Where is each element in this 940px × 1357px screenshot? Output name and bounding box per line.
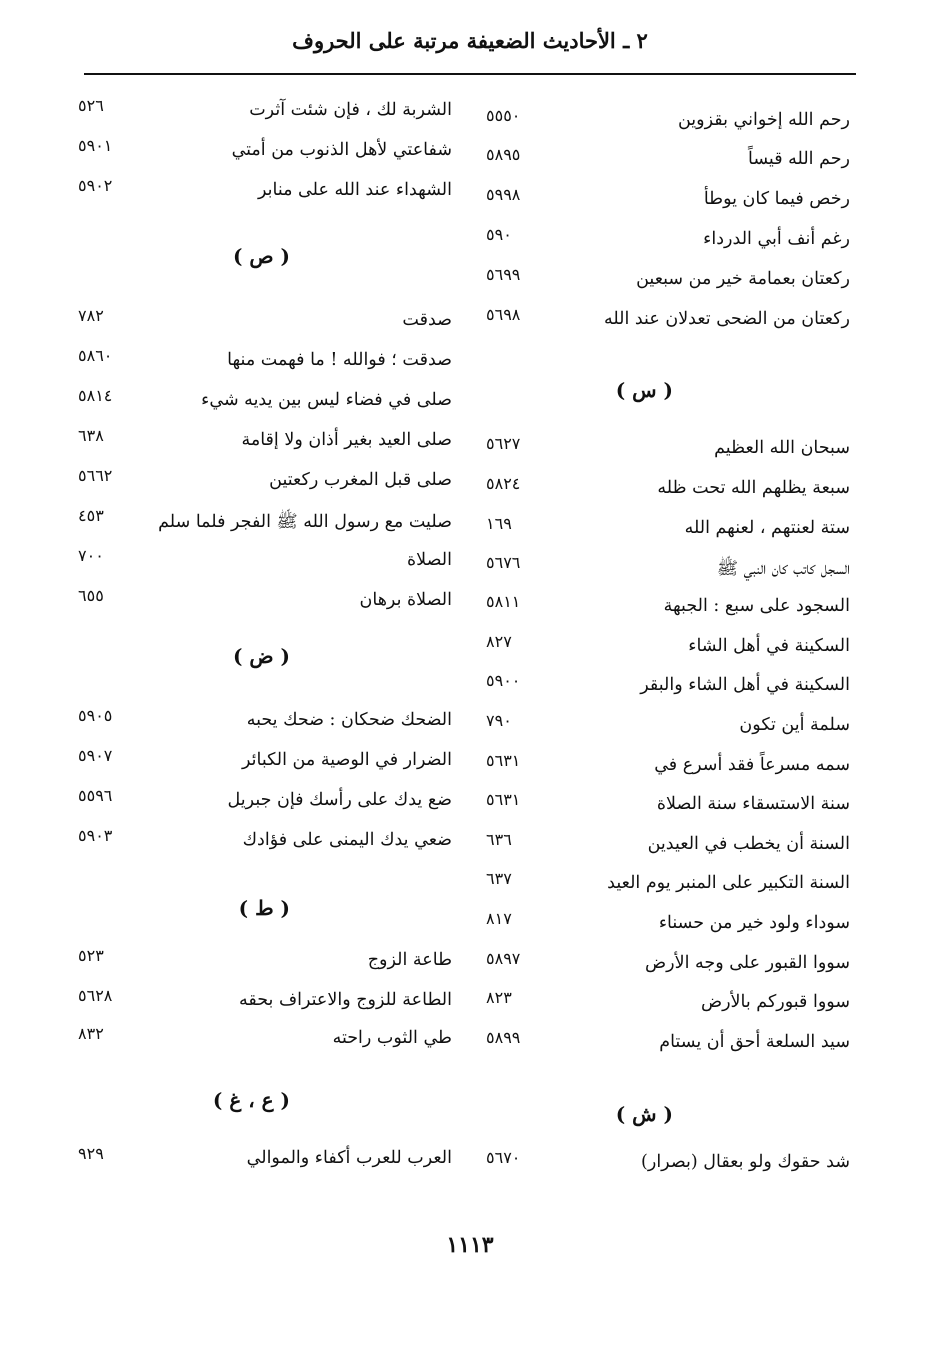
- index-entry: [78, 706, 460, 746]
- hadith-incipit: الشربة لك ، فإن شئت آثرت: [249, 100, 452, 120]
- hadith-number: ٥٨٩٥: [486, 145, 521, 164]
- hadith-incipit: سووا القبور على وجه الأرض: [644, 953, 850, 973]
- hadith-incipit: السكينة في أهل الشاء: [688, 636, 850, 656]
- index-entry: [78, 306, 460, 346]
- hadith-incipit: الضرار في الوصية من الكبائر: [242, 750, 452, 770]
- index-entry: [78, 546, 460, 586]
- page-number: ١١١٣: [446, 1232, 494, 1258]
- hadith-incipit: صليت مع رسول الله ﷺ الفجر فلما سلم: [158, 512, 452, 532]
- index-entry: [480, 711, 858, 751]
- section-letter-heading: ( ع ، غ ): [212, 1088, 290, 1112]
- hadith-number: ٨٢٣: [486, 988, 512, 1007]
- hadith-incipit: شد حقوك ولو بعقال (بصرار): [641, 1152, 850, 1172]
- index-entry: [78, 96, 460, 136]
- hadith-incipit: السجل كاتب كان النبي ﷺ: [716, 559, 850, 579]
- hadith-number: ٥٨١٤: [78, 386, 113, 405]
- hadith-incipit: ركعتان بعمامة خير من سبعين: [636, 269, 850, 289]
- hadith-incipit: صدقت ؛ فوالله ! ما فهمت منها: [227, 350, 452, 370]
- index-entry: [78, 826, 460, 866]
- index-entry: [480, 869, 858, 909]
- hadith-number: ٥٦٧٠: [486, 1148, 521, 1167]
- hadith-number: ٥٩٠٢: [78, 176, 113, 195]
- hadith-number: ٥٨٢٤: [486, 474, 521, 493]
- hadith-incipit: شفاعتي لأهل الذنوب من أمتي: [231, 140, 452, 160]
- index-entry: [480, 988, 858, 1028]
- index-entry: [480, 474, 858, 514]
- index-column-left: [78, 88, 460, 1198]
- hadith-number: ٥٩٠٣: [78, 826, 113, 845]
- index-entry: [480, 185, 858, 225]
- hadith-number: ٧٠٠: [78, 546, 104, 565]
- hadith-incipit: ستة لعنتهم ، لعنهم الله: [684, 518, 850, 538]
- hadith-incipit: السنة التكبير على المنبر يوم العيد: [607, 873, 850, 893]
- hadith-number: ٥٢٣: [78, 946, 104, 965]
- index-entry: [480, 145, 858, 185]
- hadith-number: ٥٨٩٧: [486, 949, 521, 968]
- hadith-incipit: سبحان الله العظيم: [714, 438, 850, 458]
- hadith-number: ٥٦٩٩: [486, 265, 521, 284]
- index-entry: [78, 386, 460, 426]
- hadith-incipit: السنة أن يخطب في العيدين: [647, 834, 850, 854]
- hadith-incipit: سيد السلعة أحق أن يستام: [659, 1032, 850, 1052]
- index-entry: [480, 592, 858, 632]
- index-entry: [78, 746, 460, 786]
- index-entry: [480, 1028, 858, 1068]
- header-rule: [84, 73, 856, 75]
- hadith-incipit: صلى في فضاء ليس بين يديه شيء: [201, 390, 452, 410]
- hadith-incipit: سنة الاستسقاء سنة الصلاة: [656, 794, 850, 814]
- hadith-incipit: السكينة في أهل الشاء والبقر: [640, 675, 850, 695]
- index-entry: [78, 426, 460, 466]
- hadith-incipit: صلى قبل المغرب ركعتين: [269, 470, 452, 490]
- section-letter-heading: ( س ): [615, 378, 673, 402]
- hadith-number: ٨٣٢: [78, 1024, 104, 1043]
- index-entry: [480, 909, 858, 949]
- running-header: ٢ ـ الأحاديث الضعيفة مرتبة على الحروف: [292, 28, 648, 53]
- index-entry: [78, 946, 460, 986]
- hadith-incipit: سلمة أين تكون: [739, 715, 850, 735]
- hadith-incipit: سووا قبوركم بالأرض: [700, 992, 850, 1012]
- index-entry: [78, 786, 460, 826]
- index-entry: [480, 265, 858, 305]
- index-entry: [480, 632, 858, 672]
- hadith-number: ٥٥٩٦: [78, 786, 113, 805]
- hadith-number: ٥٩٠٠: [486, 671, 521, 690]
- hadith-incipit: الصلاة برهان: [359, 590, 452, 610]
- hadith-number: ١٦٩: [486, 514, 512, 533]
- hadith-incipit: الشهداء عند الله على منابر: [257, 180, 452, 200]
- hadith-incipit: رخص فيما كان يوطأ: [703, 189, 850, 209]
- index-entry: [78, 1024, 460, 1064]
- hadith-number: ٥٩٩٨: [486, 185, 521, 204]
- section-letter-heading: ( ص ): [232, 244, 290, 268]
- index-entry: [480, 106, 858, 146]
- index-entry: [480, 553, 858, 593]
- hadith-incipit: سوداء ولود خير من حسناء: [658, 913, 850, 933]
- index-entry: [480, 225, 858, 265]
- hadith-incipit: الطاعة للزوج والاعتراف بحقه: [239, 990, 452, 1010]
- hadith-number: ٧٩٠: [486, 711, 512, 730]
- hadith-incipit: طاعة الزوج: [367, 950, 452, 970]
- hadith-incipit: ركعتان من الضحى تعدلان عند الله: [603, 309, 850, 329]
- hadith-incipit: رغم أنف أبي الدرداء: [703, 229, 850, 249]
- index-entry: [480, 305, 858, 345]
- hadith-incipit: صلى العيد بغير أذان ولا إقامة: [241, 430, 452, 450]
- hadith-incipit: سبعة يظلهم الله تحت ظله: [657, 478, 850, 498]
- hadith-incipit: رحم الله إخواني بقزوين: [677, 110, 850, 130]
- hadith-number: ٥٩٠٧: [78, 746, 113, 765]
- hadith-number: ٨١٧: [486, 909, 512, 928]
- index-entry: [480, 830, 858, 870]
- hadith-number: ٨٢٧: [486, 632, 512, 651]
- section-letter-heading: ( ض ): [232, 644, 290, 668]
- index-entry: [78, 506, 460, 546]
- hadith-number: ٦٣٨: [78, 426, 104, 445]
- index-entry: [78, 986, 460, 1026]
- hadith-number: ٦٣٦: [486, 830, 512, 849]
- index-column-right: [480, 88, 858, 1198]
- hadith-number: ٦٥٥: [78, 586, 104, 605]
- hadith-number: ٤٥٣: [78, 506, 104, 525]
- index-entry: [78, 466, 460, 506]
- index-entry: [480, 751, 858, 791]
- section-letter-heading: ( ط ): [238, 896, 290, 920]
- hadith-incipit: ضعي يدك اليمنى على فؤادك: [242, 830, 452, 850]
- hadith-number: ٩٢٩: [78, 1144, 104, 1163]
- hadith-number: ٥٩٠: [486, 225, 512, 244]
- index-entry: [78, 586, 460, 626]
- hadith-number: ٥٩٠٥: [78, 706, 113, 725]
- hadith-number: ٥٦٣١: [486, 751, 521, 770]
- hadith-number: ٥٦٣١: [486, 790, 521, 809]
- hadith-incipit: رحم الله قيساً: [747, 149, 850, 169]
- hadith-incipit: السجود على سبع : الجبهة: [663, 596, 850, 616]
- index-entry: [480, 434, 858, 474]
- hadith-number: ٥٨٦٠: [78, 346, 113, 365]
- hadith-number: ٦٣٧: [486, 869, 512, 888]
- index-entry: [480, 949, 858, 989]
- hadith-number: ٥٨١١: [486, 592, 521, 611]
- index-entry: [78, 136, 460, 176]
- hadith-incipit: الضحك ضحكان : ضحك يحبه: [246, 710, 452, 730]
- index-entry: [78, 176, 460, 216]
- index-entry: [480, 790, 858, 830]
- section-letter-heading: ( ش ): [615, 1102, 673, 1126]
- hadith-incipit: طي الثوب راحته: [332, 1028, 452, 1048]
- hadith-number: ٥٦٧٦: [486, 553, 521, 572]
- hadith-number: ٥٢٦: [78, 96, 104, 115]
- index-entry: [480, 671, 858, 711]
- hadith-incipit: سمه مسرعاً فقد أسرع في: [654, 755, 850, 775]
- hadith-number: ٥٩٠١: [78, 136, 113, 155]
- hadith-incipit: صدقت: [402, 310, 452, 330]
- index-entry: [480, 1148, 858, 1188]
- index-entry: [78, 1144, 460, 1184]
- index-entry: [480, 514, 858, 554]
- hadith-number: ٥٥٥٠: [486, 106, 521, 125]
- hadith-incipit: الصلاة: [407, 550, 452, 570]
- hadith-number: ٥٦٢٨: [78, 986, 113, 1005]
- hadith-incipit: ضع يدك على رأسك فإن جبريل: [227, 790, 452, 810]
- hadith-number: ٥٦٢٧: [486, 434, 521, 453]
- hadith-number: ٥٦٩٨: [486, 305, 521, 324]
- hadith-incipit: العرب للعرب أكفاء والموالي: [246, 1148, 452, 1168]
- index-entry: [78, 346, 460, 386]
- hadith-number: ٥٦٦٢: [78, 466, 113, 485]
- hadith-number: ٥٨٩٩: [486, 1028, 521, 1047]
- hadith-number: ٧٨٢: [78, 306, 104, 325]
